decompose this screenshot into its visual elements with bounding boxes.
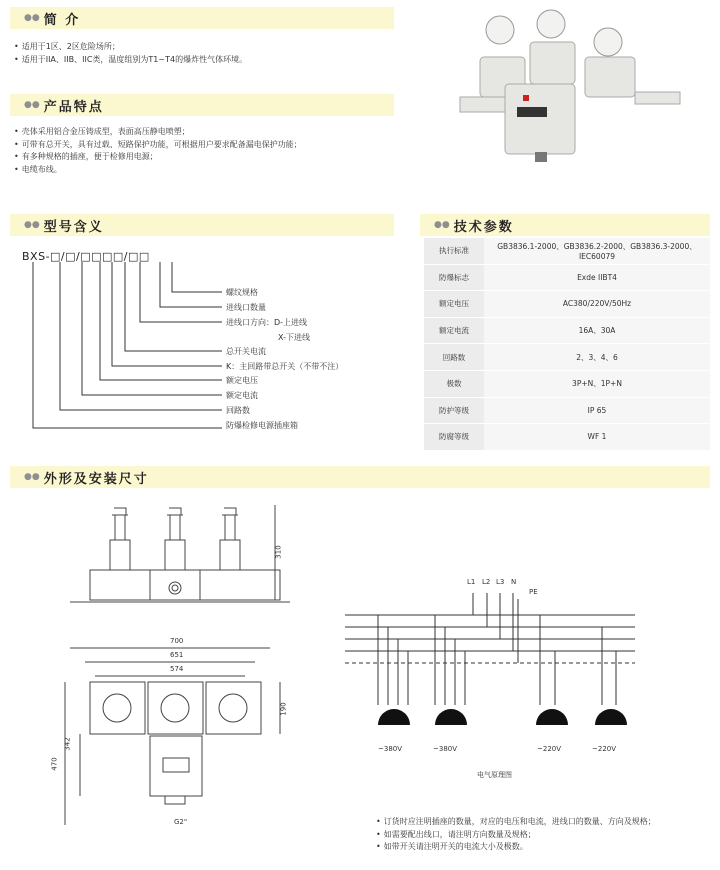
- list-item: • 电缆布线。: [14, 164, 302, 177]
- features-title: 产品特点: [43, 99, 104, 115]
- phase-label: N: [511, 578, 517, 586]
- dim-651: 651: [170, 651, 184, 659]
- table-row: [424, 291, 710, 318]
- model-label: 总开关电流: [226, 347, 266, 356]
- list-item: • 适用于1区、2区危险场所；: [14, 41, 247, 54]
- header-dots-icon: ●●: [24, 220, 40, 230]
- list-item: • 有多种规格的插座，便于检修用电源；: [14, 151, 302, 164]
- model-bracket-lines: [0, 0, 400, 440]
- list-item: • 壳体采用铝合金压铸成型，表面高压静电喷塑；: [14, 126, 302, 139]
- header-dots-icon: ●●: [24, 472, 40, 482]
- model-label: 防爆检修电源插座箱: [226, 421, 298, 430]
- spec-key: 额定电流: [424, 317, 484, 344]
- voltage-label: ~220V: [537, 745, 562, 753]
- model-label: 进线口方向：D-上进线: [226, 318, 308, 327]
- table-row: [424, 370, 710, 397]
- model-title: 型号含义: [43, 219, 104, 235]
- model-label: 回路数: [226, 406, 250, 415]
- spec-key: 防爆标志: [424, 264, 484, 291]
- dim-470: 470: [50, 757, 59, 771]
- side-view-drawing: [60, 500, 300, 610]
- dim-342: 342: [63, 737, 72, 751]
- voltage-label: ~380V: [378, 745, 403, 753]
- dimensions-title: 外形及安装尺寸: [43, 471, 149, 487]
- spec-value: 16A、30A: [484, 317, 710, 344]
- spec-key: 额定电压: [424, 291, 484, 318]
- dim-190: 190: [279, 702, 288, 716]
- list-item: • 如需要配出线口，请注明方向数量及规格；: [376, 829, 656, 842]
- table-row: [424, 264, 710, 291]
- table-row: [424, 424, 710, 451]
- phase-label: L3: [496, 578, 505, 586]
- spec-value: WF 1: [484, 424, 710, 451]
- spec-value: IP 65: [484, 397, 710, 424]
- order-notes: [376, 816, 656, 854]
- voltage-label: ~380V: [433, 745, 458, 753]
- schematic-caption: 电气原理图: [477, 771, 512, 779]
- header-dots-icon: ●●: [434, 220, 450, 230]
- model-label: 进线口数量: [226, 303, 266, 312]
- specs-header: [420, 214, 710, 236]
- model-label: 螺纹规格: [226, 288, 258, 297]
- model-code: BXS-□/□/□□□□/□□: [22, 250, 150, 263]
- spec-value: AC380/220V/50Hz: [484, 291, 710, 318]
- dim-574: 574: [170, 665, 184, 673]
- table-row: [424, 397, 710, 424]
- model-label: 额定电流: [226, 391, 258, 400]
- dim-700: 700: [170, 637, 184, 645]
- list-item: • 如带开关请注明开关的电流大小及极数。: [376, 841, 656, 854]
- specs-title: 技术参数: [453, 219, 514, 235]
- table-row: [424, 317, 710, 344]
- dim-310: 310: [274, 545, 283, 559]
- phase-label: L1: [467, 578, 476, 586]
- schematic-drawing: [340, 585, 640, 745]
- spec-key: 回路数: [424, 344, 484, 371]
- spec-value: 3P+N、1P+N: [484, 370, 710, 397]
- header-dots-icon: ●●: [24, 100, 40, 110]
- list-item: • 订货时应注明插座的数量，对应的电压和电流，进线口的数量、方向及规格；: [376, 816, 656, 829]
- specs-table: [424, 238, 710, 451]
- dimensions-header: [10, 466, 710, 488]
- spec-key: 极数: [424, 370, 484, 397]
- voltage-label: ~220V: [592, 745, 617, 753]
- list-item: • 适用于IIA、IIB、IIC类，温度组别为T1~T4的爆炸性气体环境。: [14, 54, 247, 67]
- dim-g2: G2": [174, 818, 188, 826]
- spec-key: 防腐等级: [424, 424, 484, 451]
- header-dots-icon: ●●: [24, 13, 40, 23]
- pe-label: PE: [529, 588, 538, 596]
- phase-label: L2: [482, 578, 491, 586]
- model-label: 额定电压: [226, 376, 258, 385]
- table-row: [424, 238, 710, 264]
- product-photo: [455, 2, 695, 172]
- list-item: • 可带有总开关，具有过载、短路保护功能，可根据用户要求配备漏电保护功能；: [14, 139, 302, 152]
- model-label: X-下进线: [278, 333, 310, 342]
- spec-value: Exde IIBT4: [484, 264, 710, 291]
- intro-title: 简 介: [43, 12, 81, 28]
- spec-key: 执行标准: [424, 238, 484, 264]
- spec-value: GB3836.1-2000、GB3836.2-2000、GB3836.3-2000、IEC60079: [484, 238, 710, 264]
- model-label: K：主回路带总开关（不带不注）: [226, 362, 344, 371]
- spec-value: 2、3、4、6: [484, 344, 710, 371]
- spec-key: 防护等级: [424, 397, 484, 424]
- table-row: [424, 344, 710, 371]
